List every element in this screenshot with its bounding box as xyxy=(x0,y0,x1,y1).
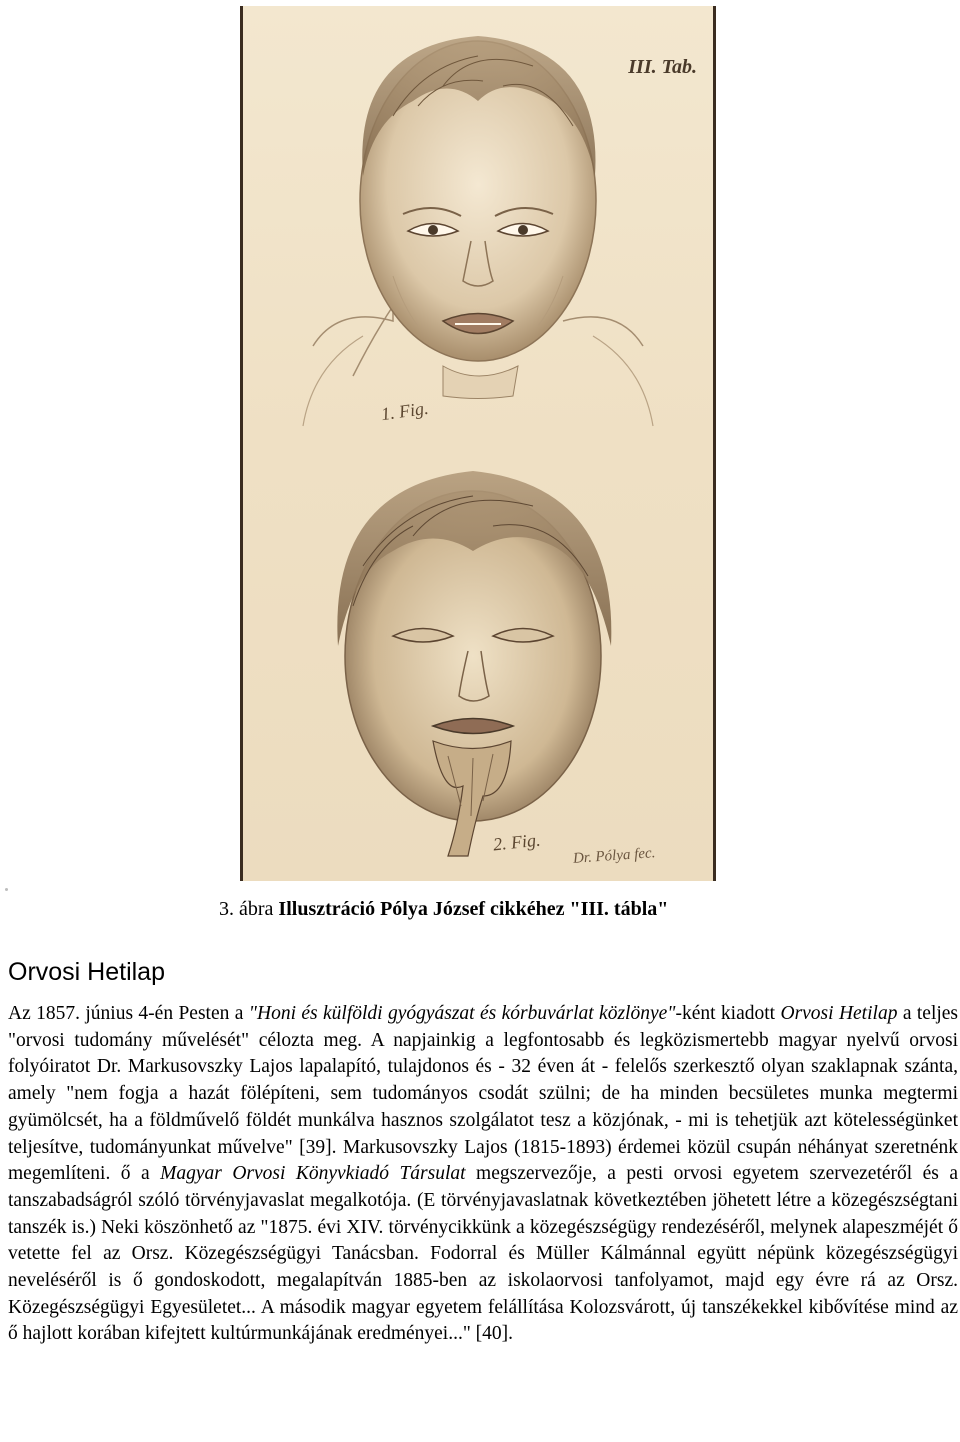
article-text-3: a teljes "orvosi tudomány művelését" célozta meg. A napjainkig a legfontosabb és legközismertebb magyar nyelvű orvosi folyóiratot Dr. Markusovszky Lajos lapalapító, tulajdonos és - 32 éven át - felelős szerkesztő olyan szaklapnak szánta, amely "nem fogja a hazát fölépíteni, sem tudományos csodát szülni; de ha minden becsületes munka megtermi gyümölcsét, ha a földművelő földét munkálva hasznos szolgálatot tesz a közjónak, - mi is tehetjük azt kötelességünket teljesítve, tudományunkat művelve" [39]. Markusovszky Lajos (1815-1893) érdemei közül csupán néhányat szeretnénk megemlíteni. ő a xyxy=(8,1003,959,1185)
article-italic-2: Orvosi Hetilap xyxy=(780,1003,898,1024)
article-text-1: Az 1857. június 4-én Pesten a xyxy=(8,1003,249,1024)
engraving-plate xyxy=(240,6,716,881)
engraving-illustration xyxy=(243,6,713,881)
figure-2-label: 2. Fig. xyxy=(492,829,542,855)
section-heading: Orvosi Hetilap xyxy=(8,958,165,986)
caption-prefix: 3. ábra xyxy=(219,898,274,920)
engraver-signature: Dr. Pólya fec. xyxy=(572,845,656,867)
figure-2-head xyxy=(337,471,611,856)
figure-1-head xyxy=(303,36,653,426)
plate-number: III. Tab. xyxy=(628,56,697,78)
article-italic-1: "Honi és külföldi gyógyászat és kórbuvárlat közlönye" xyxy=(248,1003,676,1024)
article-italic-3: Magyar Orvosi Könyvkiadó Társulat xyxy=(160,1163,466,1185)
article-text-2: -ként kiadott xyxy=(675,1003,781,1024)
figure-1-label: 1. Fig. xyxy=(379,397,430,425)
article-paragraph xyxy=(8,1001,958,1348)
figure-caption xyxy=(219,898,668,921)
caption-title: Illusztráció Pólya József cikkéhez "III. tábla" xyxy=(278,898,669,920)
article-text-4: megszervezője, a pesti orvosi egyetem szervezetéről és a tanszabadságról szóló törvényjavaslat megalkotója. (E törvényjavaslatnak következtében jöhetett létre a közegészségtani tanszék is.) Neki köszönhető az "1875. évi XIV. törvénycikkünk a közegészségügy rendezéséről, melynek alapeszméjét ő vetette fel az Orsz. Közegészségügyi Tanácsban. Fodorral és Müller Kálmánnal együtt népünk közegészségügyi neveléséről is ő gondoskodott, megalapítván 1885-ben az iskolaorvosi tanfolyamot, majd egy évre rá az Orsz. Közegészségügyi Egyesületet... A második magyar egyetem felállítása Kolozsvárott, új tanszékekkel kibővítése mind az ő hajlott korában kifejtett kultúrmunkájának eredményei..." [40]. xyxy=(8,1163,958,1345)
stray-dot xyxy=(5,888,8,891)
